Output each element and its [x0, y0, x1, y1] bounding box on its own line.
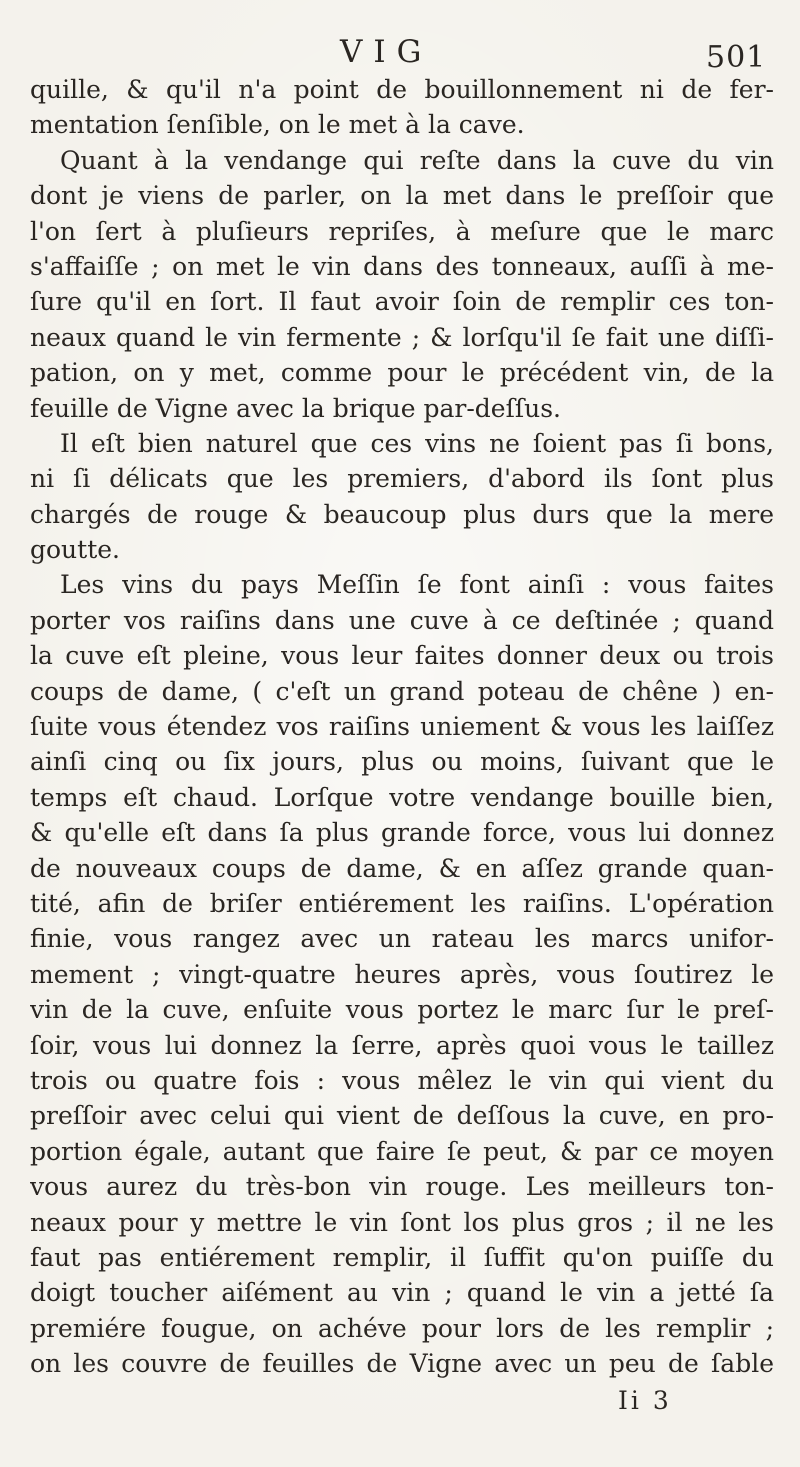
text-line: on les couvre de feuilles de Vigne avec un peu de ſable	[30, 1349, 774, 1379]
text-line: neaux quand le vin fermente ; & lorſqu'il ſe fait une diſſi-	[30, 322, 774, 352]
text-line: quille, & qu'il n'a point de bouillonnement ni de fer-	[30, 75, 774, 104]
text-line: finie, vous rangez avec un rateau les marcs unifor-	[30, 924, 774, 954]
page-number: 501	[706, 40, 767, 75]
text-line: s'affaiſſe ; on met le vin dans des tonneaux, auſſi à me-	[30, 251, 774, 281]
text-line: temps eſt chaud. Lorſque votre vendange bouille bien,	[30, 782, 774, 812]
text-line: premiére fougue, on achéve pour lors de les remplir ;	[30, 1313, 774, 1343]
text-line: faut pas entiérement remplir, il ſuffit qu'on puiſſe du	[30, 1242, 774, 1272]
signature-mark: Ii 3	[618, 1386, 672, 1415]
text-line: Quant à la vendange qui reſte dans la cuve du vin	[60, 145, 774, 175]
text-line: la cuve eſt pleine, vous leur faites donner deux ou trois	[30, 641, 774, 671]
text-line: trois ou quatre fois : vous mêlez le vin qui vient du	[30, 1065, 774, 1095]
running-head: VIG	[340, 34, 433, 70]
text-line: ſure qu'il en ſort. Il faut avoir ſoin de remplir ces ton-	[30, 287, 774, 317]
text-line: neaux pour y mettre le vin ſont los plus gros ; il ne les	[30, 1207, 774, 1237]
text-line: de nouveaux coups de dame, & en aſſez grande quan-	[30, 853, 774, 883]
text-line: tité, afin de briſer entiérement les raiſins. L'opération	[30, 888, 774, 918]
text-line: porter vos raiſins dans une cuve à ce deſtinée ; quand	[30, 605, 774, 635]
text-line: ſoir, vous lui donnez la ſerre, après quoi vous le taillez	[30, 1030, 774, 1060]
text-line: l'on ſert à pluſieurs repriſes, à meſure que le marc	[30, 216, 774, 246]
body-text	[30, 72, 774, 1381]
text-line: ni ſi délicats que les premiers, d'abord ils ſont plus	[30, 464, 774, 494]
text-line: mement ; vingt-quatre heures après, vous ſoutirez le	[30, 959, 774, 989]
text-line: preſſoir avec celui qui vient de deſſous la cuve, en pro-	[30, 1101, 774, 1131]
text-line: goutte.	[30, 535, 120, 565]
text-line: ainſi cinq ou ſix jours, plus ou moins, ſuivant que le	[30, 747, 774, 777]
text-line: & qu'elle eſt dans ſa plus grande force, vous lui donnez	[30, 818, 774, 848]
text-line: coups de dame, ( c'eſt un grand poteau de chêne ) en-	[30, 676, 774, 706]
text-line: chargés de rouge & beaucoup plus durs que la mere	[30, 499, 774, 529]
text-line: feuille de Vigne avec la brique par-deſſus.	[30, 393, 561, 423]
text-line: mentation ſenſible, on le met à la cave.	[30, 110, 525, 140]
text-line: dont je viens de parler, on la met dans le preſſoir que	[30, 181, 774, 211]
text-line: vous aurez du très-bon vin rouge. Les meilleurs ton-	[30, 1172, 774, 1202]
text-line: Les vins du pays Meſſin ſe font ainſi : vous faites	[60, 570, 774, 600]
text-line: pation, on y met, comme pour le précédent vin, de la	[30, 358, 774, 388]
text-line: vin de la cuve, enſuite vous portez le marc ſur le preſ-	[30, 995, 774, 1025]
text-line: ſuite vous étendez vos raiſins uniement & vous les laiſſez	[30, 712, 774, 742]
text-line: doigt toucher aiſément au vin ; quand le vin a jetté ſa	[30, 1278, 774, 1308]
text-line: portion égale, autant que faire ſe peut, & par ce moyen	[30, 1136, 774, 1166]
text-line: Il eſt bien naturel que ces vins ne ſoient pas ſi bons,	[60, 428, 774, 458]
